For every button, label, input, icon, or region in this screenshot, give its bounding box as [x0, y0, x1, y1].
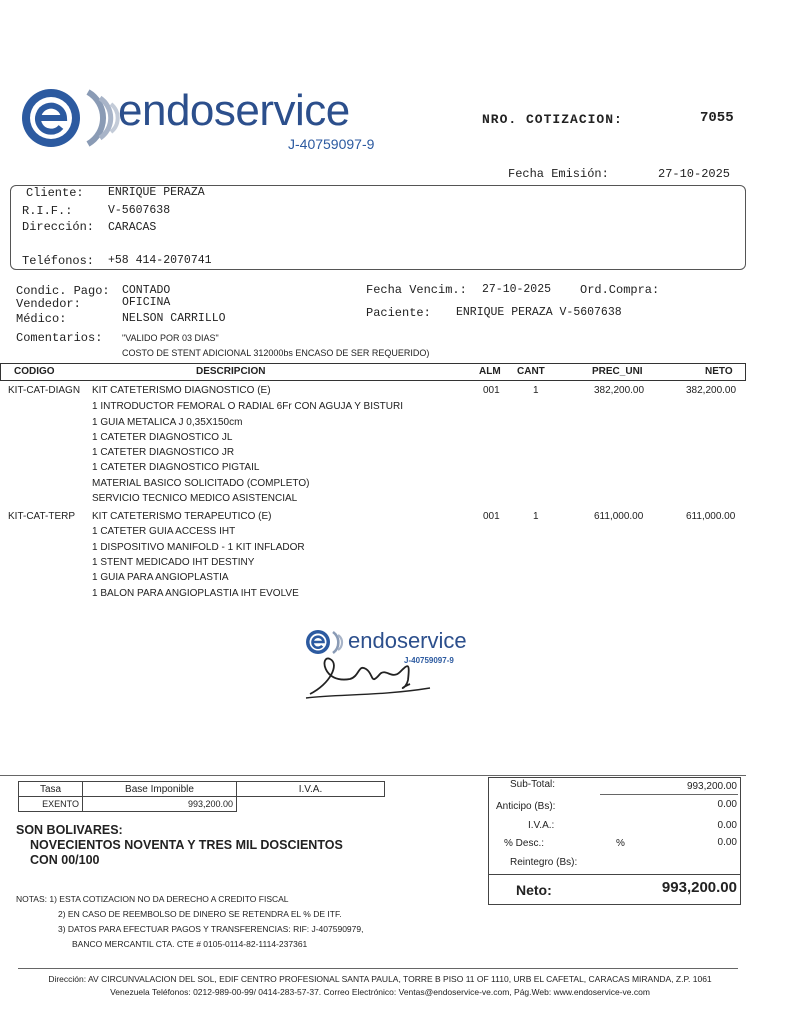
seller-value: OFICINA [122, 296, 171, 309]
iva-label: I.V.A.: [528, 820, 555, 831]
divider [0, 775, 746, 776]
item-code: KIT-CAT-TERP [8, 511, 76, 522]
amount-words-label: SON BOLIVARES: [16, 823, 123, 837]
item-line: 1 CATETER DIAGNOSTICO JL [92, 432, 233, 443]
item-line: 1 GUIA PARA ANGIOPLASTIA [92, 572, 229, 583]
footer-divider [18, 968, 738, 969]
due-date: 27-10-2025 [482, 283, 552, 296]
header-code: CODIGO [14, 366, 55, 377]
item-price: 611,000.00 [594, 511, 644, 522]
patient-label: Paciente: [366, 306, 431, 320]
issue-date-label: Fecha Emisión: [508, 167, 609, 181]
iva-value: 0.00 [717, 820, 737, 831]
item-line: SERVICIO TECNICO MEDICO ASISTENCIAL [92, 493, 298, 504]
item-title: KIT CATETERISMO TERAPEUTICO (E) [92, 511, 272, 522]
tax-table [18, 781, 385, 812]
item-line: 1 INTRODUCTOR FEMORAL O RADIAL 6Fr CON AGUJA Y BISTURI [92, 401, 403, 412]
subtotal-value: 993,200.00 [686, 781, 737, 792]
header-description: DESCRIPCION [196, 366, 266, 377]
client-rif-label: R.I.F.: [22, 204, 73, 218]
item-title: KIT CATETERISMO DIAGNOSTICO (E) [92, 385, 271, 396]
company-rif: J-40759097-9 [288, 136, 375, 152]
client-address: CARACAS [108, 221, 157, 234]
comment-stent-cost: COSTO DE STENT ADICIONAL 312000bs ENCASO DE SER REQUERIDO) [122, 348, 430, 358]
client-rif: V-5607638 [108, 204, 171, 217]
item-line: 1 BALON PARA ANGIOPLASTIA IHT EVOLVE [92, 588, 299, 599]
tax-header-base: Base Imponible [83, 782, 237, 797]
subtotal-underline [600, 794, 738, 795]
item-cant: 1 [533, 385, 539, 396]
tax-rate: EXENTO [19, 797, 83, 812]
header-cant: CANT [517, 366, 545, 377]
payment-label: Condic. Pago: [16, 284, 110, 298]
client-phone: +58 414-2070741 [108, 254, 212, 267]
patient-value: ENRIQUE PERAZA V-5607638 [456, 306, 622, 319]
note-1: NOTAS: 1) ESTA COTIZACION NO DA DERECHO A CREDITO FISCAL [16, 894, 289, 904]
client-name: ENRIQUE PERAZA [108, 186, 205, 199]
item-net: 611,000.00 [686, 511, 736, 522]
item-alm: 001 [483, 385, 500, 396]
item-price: 382,200.00 [594, 385, 645, 396]
header-alm: ALM [479, 366, 501, 377]
doctor-label: Médico: [16, 312, 67, 326]
discount-percent: % [616, 838, 625, 849]
item-line: 1 GUIA METALICA J 0,35X150cm [92, 417, 243, 428]
net-label: Neto: [516, 882, 552, 898]
header-price: PREC_UNI [592, 366, 643, 377]
stamp-rif: J-40759097-9 [404, 656, 454, 665]
company-name: endoservice [118, 86, 350, 135]
tax-iva [237, 797, 385, 812]
tax-header-iva: I.V.A. [237, 782, 385, 797]
footer-address: Dirección: AV CIRCUNVALACION DEL SOL, EDIF CENTRO PROFESIONAL SANTA PAULA, TORRE B PISO 11 OF 1110, URB EL CAFETAL, CARACAS MIRANDA, Z.P. 1061 [48, 974, 712, 984]
footer-contact: Venezuela Teléfonos: 0212-989-00-99/ 0414-283-57-37. Correo Electrónico: Ventas@endoservice-ve.com, Pág.Web: www.endoservice-ve.com [110, 987, 650, 997]
client-address-label: Dirección: [22, 220, 95, 234]
tax-header-rate: Tasa [19, 782, 83, 797]
item-code: KIT-CAT-DIAGN [8, 385, 81, 396]
subtotal-label: Sub-Total: [510, 779, 556, 790]
item-net: 382,200.00 [686, 385, 737, 396]
quote-number: 7055 [700, 110, 734, 126]
payment-value: CONTADO [122, 284, 171, 297]
item-cant: 1 [533, 511, 539, 522]
item-line: 1 DISPOSITIVO MANIFOLD - 1 KIT INFLADOR [92, 542, 305, 553]
client-phone-label: Teléfonos: [22, 254, 95, 268]
tax-base: 993,200.00 [83, 797, 237, 812]
comment-validity: "VALIDO POR 03 DIAS" [122, 333, 219, 343]
item-line: 1 STENT MEDICADO IHT DESTINY [92, 557, 255, 568]
purchase-order-label: Ord.Compra: [580, 283, 660, 297]
note-4: BANCO MERCANTIL CTA. CTE # 0105-0114-82-1114-237361 [72, 939, 308, 949]
advance-label: Anticipo (Bs): [496, 801, 556, 812]
due-date-label: Fecha Vencim.: [366, 283, 467, 297]
client-name-label: Cliente: [26, 186, 84, 200]
issue-date: 27-10-2025 [658, 167, 731, 181]
item-line: MATERIAL BASICO SOLICITADO (COMPLETO) [92, 478, 310, 489]
stamp-company-name: endoservice [348, 628, 467, 653]
note-2: 2) EN CASO DE REEMBOLSO DE DINERO SE RETENDRA EL % DE ITF. [58, 909, 342, 919]
quote-number-label: NRO. COTIZACION: [482, 112, 623, 127]
advance-value: 0.00 [717, 799, 737, 810]
header-net: NETO [705, 366, 733, 377]
net-divider [488, 874, 741, 875]
amount-words-line1: NOVECIENTOS NOVENTA Y TRES MIL DOSCIENTOS [30, 838, 343, 852]
item-line: 1 CATETER DIAGNOSTICO PIGTAIL [92, 462, 260, 473]
doctor-value: NELSON CARRILLO [122, 312, 226, 325]
refund-label: Reintegro (Bs): [510, 857, 578, 868]
comments-label: Comentarios: [16, 331, 103, 345]
item-line: 1 CATETER GUIA ACCESS IHT [92, 526, 236, 537]
discount-value: 0.00 [717, 837, 737, 848]
item-alm: 001 [483, 511, 500, 522]
note-3: 3) DATOS PARA EFECTUAR PAGOS Y TRANSFERENCIAS: RIF: J-407590979, [58, 924, 364, 934]
net-value: 993,200.00 [661, 879, 737, 896]
discount-label: % Desc.: [504, 838, 545, 849]
seller-label: Vendedor: [16, 297, 81, 311]
amount-words-line2: CON 00/100 [30, 853, 100, 867]
item-line: 1 CATETER DIAGNOSTICO JR [92, 447, 235, 458]
